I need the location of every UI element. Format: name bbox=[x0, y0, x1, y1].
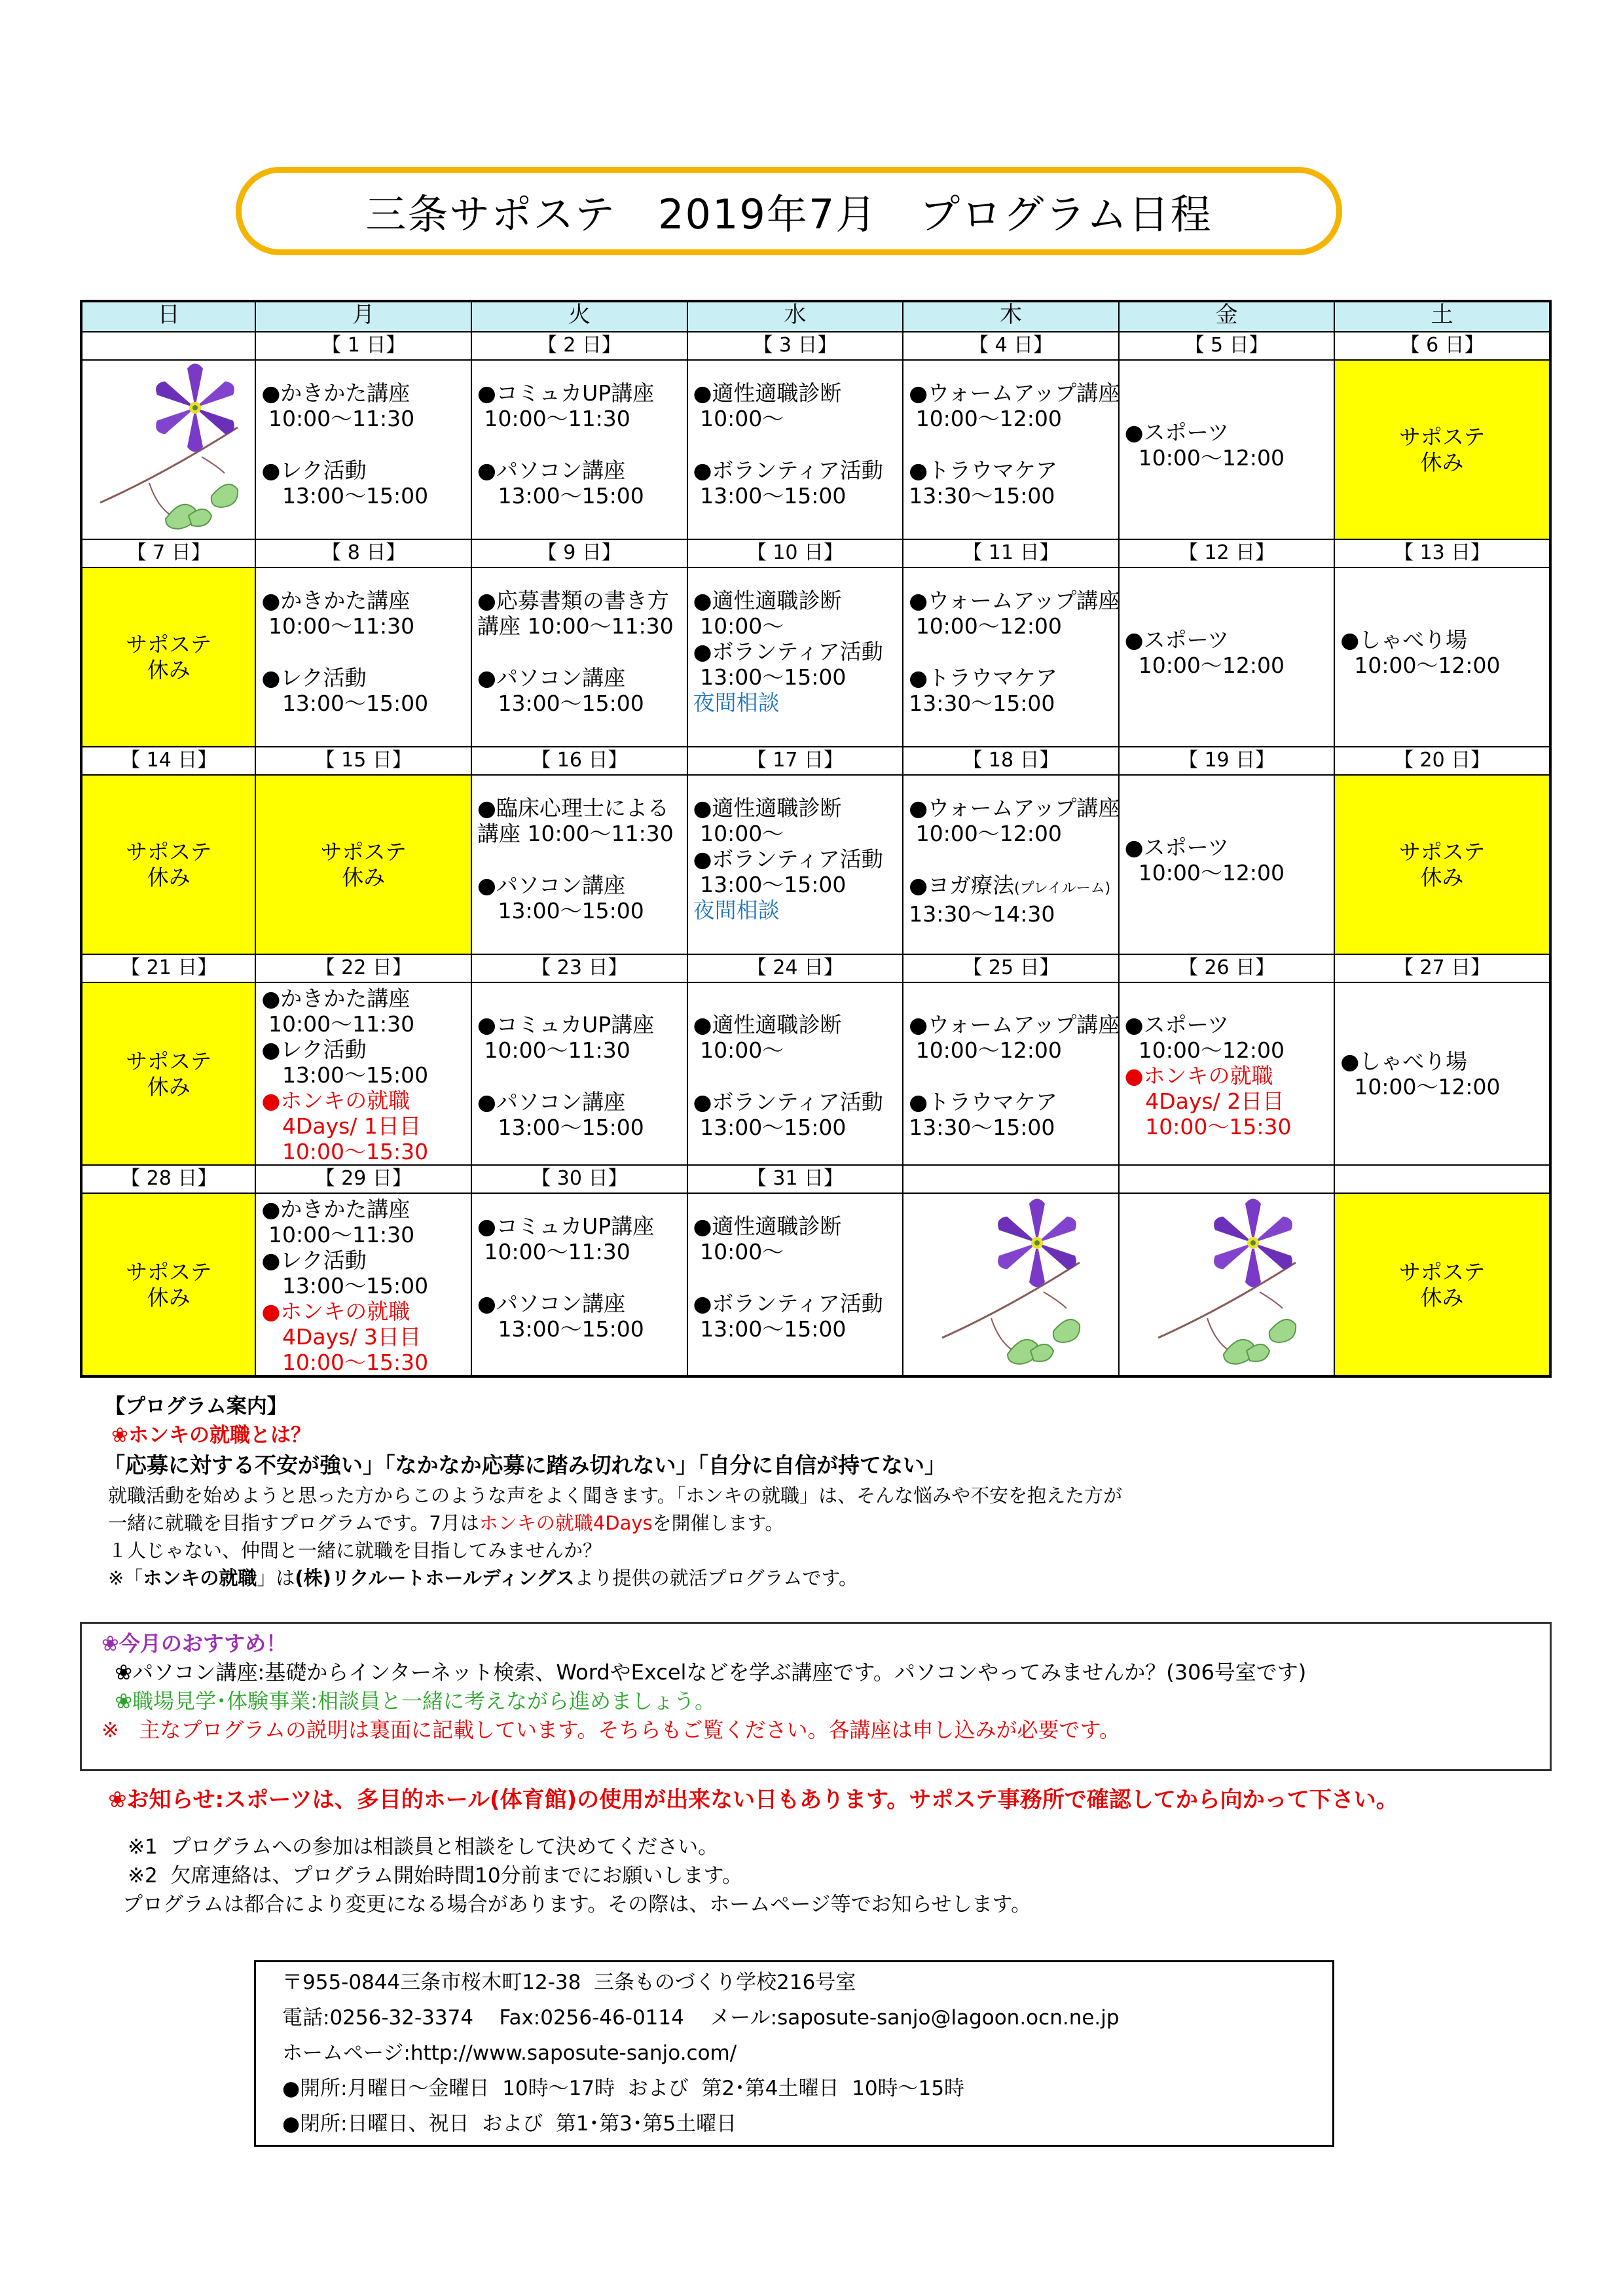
date-cell: 【 23 日】 bbox=[471, 954, 687, 982]
date-cell: 【 16 日】 bbox=[471, 747, 687, 775]
guide-heading: 【プログラム案内】 bbox=[105, 1395, 287, 1418]
schedule-cell: ●しゃべり場 10:00～12:00 bbox=[1334, 982, 1550, 1165]
notice-text: ❀お知らせ:スポーツは、多目的ホール(体育館)の使用が出来ない日もあります。サポステ事務所で確認してから向かって下さい。 bbox=[108, 1787, 1398, 1813]
schedule-cell: ●かきかた講座 10:00～11:30 ●レク活動 13:00～15:00 ●ホンキの就職 4Days/ 3日目 10:00～15:30 bbox=[255, 1193, 471, 1376]
schedule-cell: ●適性適職診断 10:00～ ●ボランティア活動 13:00～15:00 bbox=[687, 360, 903, 539]
guide-line-2: 一緒に就職を目指すプログラムです。7月はホンキの就職4Daysを開催します。 bbox=[108, 1512, 784, 1534]
date-cell: 【 6 日】 bbox=[1334, 332, 1550, 360]
schedule-cell: ●ウォームアップ講座 10:00～12:00 ●トラウマケア 13:30～15:00 bbox=[903, 982, 1119, 1165]
guide-line-4: ※「ホンキの就職」は(株)リクルートホールディングスより提供の就活プログラムです。 bbox=[108, 1567, 858, 1589]
date-cell: 【 1 日】 bbox=[255, 332, 471, 360]
weekday-header-row bbox=[81, 301, 1550, 332]
schedule-cell: ●臨床心理士による 講座 10:00～11:30 ●パソコン講座 13:00～15:00 bbox=[471, 775, 687, 954]
schedule-row bbox=[81, 1193, 1550, 1376]
date-cell: 【 26 日】 bbox=[1119, 954, 1335, 982]
date-cell: 【 11 日】 bbox=[903, 539, 1119, 567]
recommend-note: ※ 主なプログラムの説明は裏面に記載しています。そちらもご覧ください。各講座は申し込みが必要です。 bbox=[101, 1717, 1120, 1742]
date-row bbox=[81, 539, 1550, 567]
schedule-cell: ●スポーツ 10:00～12:00 bbox=[1119, 567, 1335, 747]
schedule-cell: ●ウォームアップ講座 10:00～12:00 ●トラウマケア 13:30～15:00 bbox=[903, 360, 1119, 539]
schedule-cell: ●コミュカUP講座 10:00～11:30 ●パソコン講座 13:00～15:00 bbox=[471, 360, 687, 539]
weekday-sat: 土 bbox=[1334, 301, 1550, 332]
schedule-cell: ●コミュカUP講座 10:00～11:30 ●パソコン講座 13:00～15:00 bbox=[471, 1193, 687, 1376]
contact-phone: 電話:0256-32-3374 Fax:0256-46-0114 メール:saposute-sanjo@lagoon.ocn.ne.jp bbox=[282, 2006, 1120, 2030]
closed-day-cell: サポステ 休み bbox=[81, 567, 255, 747]
recommend-item-pc: ❀パソコン講座:基礎からインターネット検索、WordやExcelなどを学ぶ講座です。パソコンやってみませんか？(306号室です) bbox=[101, 1660, 1307, 1685]
date-row bbox=[81, 954, 1550, 982]
date-cell: 【 17 日】 bbox=[687, 747, 903, 775]
schedule-row bbox=[81, 775, 1550, 954]
date-cell: 【 28 日】 bbox=[81, 1165, 255, 1193]
recommend-item-workplace: ❀職場見学･体験事業:相談員と一緒に考えながら進めましょう。 bbox=[101, 1689, 716, 1713]
schedule-cell: ●かきかた講座 10:00～11:30 ●レク活動 13:00～15:00 bbox=[255, 360, 471, 539]
schedule-cell: ●応募書類の書き方 講座 10:00～11:30 ●パソコン講座 13:00～15:00 bbox=[471, 567, 687, 747]
date-row bbox=[81, 1165, 1550, 1193]
date-row bbox=[81, 332, 1550, 360]
date-cell: 【 13 日】 bbox=[1334, 539, 1550, 567]
schedule-cell: ●スポーツ 10:00～12:00 bbox=[1119, 360, 1335, 539]
date-cell: 【 9 日】 bbox=[471, 539, 687, 567]
date-cell: 【 8 日】 bbox=[255, 539, 471, 567]
weekday-wed: 水 bbox=[687, 301, 903, 332]
closed-day-cell: サポステ 休み bbox=[255, 775, 471, 954]
note-item: プログラムは都合により変更になる場合があります。その際は、ホームページ等でお知らせします。 bbox=[122, 1893, 1032, 1916]
flower-illustration bbox=[1119, 1193, 1335, 1376]
schedule-cell: ●適性適職診断 10:00～ ●ボランティア活動 13:00～15:00 bbox=[687, 1193, 903, 1376]
schedule-cell: ●スポーツ 10:00～12:00 bbox=[1119, 775, 1335, 954]
date-cell: 【 24 日】 bbox=[687, 954, 903, 982]
schedule-cell: ●かきかた講座 10:00～11:30 ●レク活動 13:00～15:00 ●ホンキの就職 4Days/ 1日目 10:00～15:30 bbox=[255, 982, 471, 1165]
page-title: 三条サポステ 2019年7月 プログラム日程 bbox=[236, 167, 1342, 255]
notes-list bbox=[122, 1833, 1032, 1919]
closed-day-cell: サポステ 休み bbox=[81, 1193, 255, 1376]
guide-line-3: １人じゃない、仲間と一緒に就職を目指してみませんか？ bbox=[108, 1539, 602, 1562]
date-cell bbox=[903, 1165, 1119, 1193]
schedule-row bbox=[81, 982, 1550, 1165]
closed-day-cell: サポステ 休み bbox=[1334, 360, 1550, 539]
contact-homepage: ホームページ:http://www.saposute-sanjo.com/ bbox=[282, 2041, 737, 2065]
schedule-cell: ●ウォームアップ講座 10:00～12:00 ●ヨガ療法(プレイルーム) 13:30～14:30 bbox=[903, 775, 1119, 954]
date-cell: 【 21 日】 bbox=[81, 954, 255, 982]
date-cell: 【 4 日】 bbox=[903, 332, 1119, 360]
date-row bbox=[81, 747, 1550, 775]
flower-illustration bbox=[903, 1193, 1119, 1376]
guide-line-1: 就職活動を始めようと思った方からこのような声をよく聞きます。「ホンキの就職」は、そんな悩みや不安を抱えた方が bbox=[108, 1484, 1123, 1507]
contact-closed-days: ●閉所:日曜日、祝日 および 第1･第3･第5土曜日 bbox=[282, 2112, 737, 2136]
weekday-thu: 木 bbox=[903, 301, 1119, 332]
date-cell: 【 7 日】 bbox=[81, 539, 255, 567]
date-cell: 【 12 日】 bbox=[1119, 539, 1335, 567]
calendar-table bbox=[80, 300, 1552, 1378]
schedule-cell: ●適性適職診断 10:00～ ●ボランティア活動 13:00～15:00 夜間相談 bbox=[687, 775, 903, 954]
date-cell: 【 19 日】 bbox=[1119, 747, 1335, 775]
schedule-cell: ●ウォームアップ講座 10:00～12:00 ●トラウマケア 13:30～15:00 bbox=[903, 567, 1119, 747]
date-cell bbox=[1334, 1165, 1550, 1193]
date-cell: 【 2 日】 bbox=[471, 332, 687, 360]
date-cell bbox=[81, 332, 255, 360]
weekday-fri: 金 bbox=[1119, 301, 1335, 332]
date-cell: 【 15 日】 bbox=[255, 747, 471, 775]
schedule-cell: ●適性適職診断 10:00～ ●ボランティア活動 13:00～15:00 夜間相談 bbox=[687, 567, 903, 747]
note-item: ※2 欠席連絡は、プログラム開始時間10分前までにお願いします。 bbox=[128, 1864, 743, 1888]
closed-day-cell: サポステ 休み bbox=[1334, 1193, 1550, 1376]
date-cell bbox=[1119, 1165, 1335, 1193]
flower-illustration bbox=[81, 360, 255, 539]
closed-day-cell: サポステ 休み bbox=[81, 775, 255, 954]
closed-day-cell: サポステ 休み bbox=[1334, 775, 1550, 954]
recommend-box bbox=[80, 1622, 1552, 1771]
closed-day-cell: サポステ 休み bbox=[81, 982, 255, 1165]
weekday-mon: 月 bbox=[255, 301, 471, 332]
schedule-cell: ●コミュカUP講座 10:00～11:30 ●パソコン講座 13:00～15:00 bbox=[471, 982, 687, 1165]
date-cell: 【 27 日】 bbox=[1334, 954, 1550, 982]
date-cell: 【 30 日】 bbox=[471, 1165, 687, 1193]
schedule-cell: ●スポーツ 10:00～12:00 ●ホンキの就職 4Days/ 2日目 10:00～15:30 bbox=[1119, 982, 1335, 1165]
contact-open-hours: ●開所:月曜日～金曜日 10時～17時 および 第2･第4土曜日 10時～15時 bbox=[282, 2077, 965, 2100]
guide-quote: 「応募に対する不安が強い」「なかなか応募に踏み切れない」「自分に自信が持てない」 bbox=[103, 1452, 946, 1478]
recommend-heading: ❀今月のおすすめ！ bbox=[101, 1631, 287, 1656]
date-cell: 【 29 日】 bbox=[255, 1165, 471, 1193]
note-item: ※1 プログラムへの参加は相談員と相談をして決めてください。 bbox=[128, 1835, 719, 1859]
weekday-sun: 日 bbox=[81, 301, 255, 332]
contact-address: 〒955-0844三条市桜木町12-38 三条ものづくり学校216号室 bbox=[282, 1971, 856, 1994]
date-cell: 【 14 日】 bbox=[81, 747, 255, 775]
weekday-tue: 火 bbox=[471, 301, 687, 332]
date-cell: 【 10 日】 bbox=[687, 539, 903, 567]
date-cell: 【 31 日】 bbox=[687, 1165, 903, 1193]
date-cell: 【 22 日】 bbox=[255, 954, 471, 982]
date-cell: 【 5 日】 bbox=[1119, 332, 1335, 360]
date-cell: 【 20 日】 bbox=[1334, 747, 1550, 775]
schedule-cell: ●しゃべり場 10:00～12:00 bbox=[1334, 567, 1550, 747]
date-cell: 【 18 日】 bbox=[903, 747, 1119, 775]
date-cell: 【 3 日】 bbox=[687, 332, 903, 360]
schedule-row bbox=[81, 567, 1550, 747]
contact-box bbox=[254, 1960, 1334, 2147]
schedule-cell: ●かきかた講座 10:00～11:30 ●レク活動 13:00～15:00 bbox=[255, 567, 471, 747]
honki-heading: ❀ホンキの就職とは？ bbox=[111, 1424, 311, 1447]
schedule-row bbox=[81, 360, 1550, 539]
date-cell: 【 25 日】 bbox=[903, 954, 1119, 982]
schedule-cell: ●適性適職診断 10:00～ ●ボランティア活動 13:00～15:00 bbox=[687, 982, 903, 1165]
